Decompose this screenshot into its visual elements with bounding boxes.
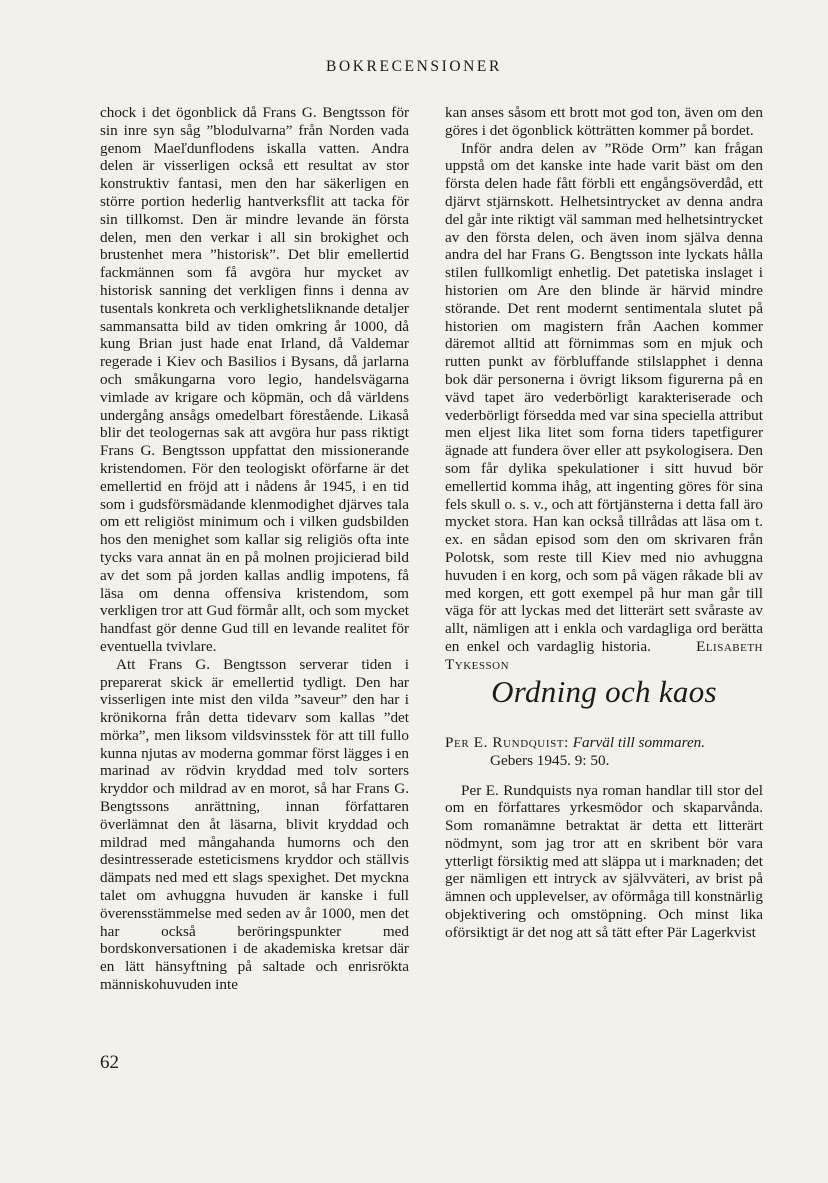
left-column — [100, 104, 409, 994]
bibliographic-entry — [445, 734, 763, 770]
book-publisher: Gebers 1945. 9: 50. — [490, 751, 610, 769]
paragraph-text: Inför andra delen av ”Röde Orm” kan frågan uppstå om det kanske inte hade varit bäst om den första delen hade fått förbli ett engångsöverdåd, ett djärvt stjärnskott. Helhetsintrycket av denna andra del går inte riktigt väl samman med helhetsintrycket av den första delen, och även inom själva denna andra del har Frans G. Bengtsson inte lyckats hålla stilen fullkomligt enhetlig. Det patetiska inslaget i historien om Are den blinde är härvid mindre störande. Det rent modernt sentimentala slutet på historien om magistern från Aachen kommer däremot alltid att förnimmas som en mjuk och rutten punkt av förbluffande stilslapphet i denna bok där personerna i övrigt liksom figurerna på en vävd tapet äro vederbörligt karakteriserade och vederbörligt försedda med var sina speciella attribut men eljest lika litet som forna tiders tapetfigurer ägnade att fundera över eller att psykologisera. Den som får dylika spekulationer i sitt huvud bör emellertid komma ihåg, att ingenting göres för sina fels skull o. s. v., och att förtjänsterna i detta fall äro mycket stora. Han kan också tillrådas att läsa om t. ex. en sådan episod som den om skrivaren från Polotsk, som reste till Kiev med nio avhuggna huvuden i en korg, och som på vägen råkade bli av med korgen, ett gott exempel på hur man går till väga för att lyckas med det litterärt sett svåraste av allt, nämligen att i enkla och vardagliga ord berätta en enkel och vardaglig historia. — [445, 139, 763, 655]
page-number: 62 — [100, 1052, 119, 1073]
book-title: Farväl till sommaren. — [572, 733, 706, 751]
right-column — [445, 104, 763, 942]
body-paragraph — [445, 140, 763, 674]
review-title: Ordning och kaos — [491, 673, 717, 709]
book-author: Per E. Rundquist: — [445, 733, 569, 751]
body-paragraph: chock i det ögonblick då Frans G. Bengtsson för sin inre syn såg ”blodulvarna” från Norden vada genom Maeľdunflodens iskalla vatten. Andra delen är visserligen också ett resultat av stor konstruktiv fantasi, men den har säkerligen en större portion hederlig hantverksflit att tacka för sin tillkomst. Den är mindre levande än första delen, men den verkar i all sin brokighet och brustenhet mera ”historisk”. Det blir emellertid fackmännen som få avgöra hur mycket av historisk sanning det verkligen finns i denna av tusentals konkreta och verklighetsliknande detaljer sammansatta bild av tiden omkring år 1000, då kung Brian just hade enat Irland, då Valdemar regerade i Kiev och Basilios i Bysans, då jarlarna och småkungarna voro legio, handelsvägarna vimlade av krigare och köpmän, och då världens undergång ansågs omedelbart förestående. Likaså blir det teologernas sak att avgöra hur pass riktigt Frans G. Bengtsson uppfattat den missionerande kristendomen. För den teologiskt oförfarne är det emellertid en fröjd att i nådens år 1945, i en tid som i gudsförsmädande klenmodighet djärves tala om ett religiöst minimum och i vilken gudsbilden hos den menighet som kallar sig religiös ofta inte tycks vara annat än en på molnen projicierad bild av det som på jorden kallas andlig impotens, få läsa om denna offensiva kristendom, som verkligen tror att Gud förmår allt, och som mycket handfast gör denne Gud till en levande realitet för eventuella tvivlare. — [100, 104, 409, 655]
body-paragraph: Per E. Rundquists nya roman handlar till stor del om en författares yrkesmödor och skaparvånda. Som romanämne betraktat är detta ett litterärt nödmynt, som jag tror att en skribent bör vara ytterligt försiktig med att släppa ut i marknaden; det ger nämligen ett intryck av självväteri, av brist på ämnen och upplevelser, av oförmåga till konstnärlig objektivering och omstöpning. Och minst lika oförsiktigt är det nog att så tätt efter Pär Lagerkvist — [445, 781, 763, 941]
running-head: BOKRECENSIONER — [326, 58, 502, 75]
reviewer-signature: Elisabeth Tykesson — [445, 637, 764, 673]
body-paragraph: Att Frans G. Bengtsson serverar tiden i preparerat skick är emellertid tydligt. Den har visserligen inte mist den vilda ”saveur” den har i krönikorna från detta tidevarv som kallas ”det mörka”, men liksom vildsvinsstek för att till fullo kunna njutas av moderna gommar först lägges i en marinad av rödvin kryddad med tolv sorters kryddor och mildrad av en morot, så har Frans G. Bengtssons anrättning, innan författaren överlämnat den åt läsarna, blivit kryddad och mildrad med mångahanda humorns och den desintresserade esteticismens kryddor och ställvis dämpats ned med ett slags spexighet. Det myckna talet om avhuggna huvuden är kanske i full överensstämmelse med seden av år 1000, men det har också beröringspunkter med bordskonversationen i de akademiska kretsar där en lätt hänsyftning på saltade och enrisrökta människohuvuden inte — [100, 655, 409, 994]
body-paragraph: kan anses såsom ett brott mot god ton, även om den göres i det ögonblick kötträtten kommer på bordet. — [445, 104, 763, 139]
